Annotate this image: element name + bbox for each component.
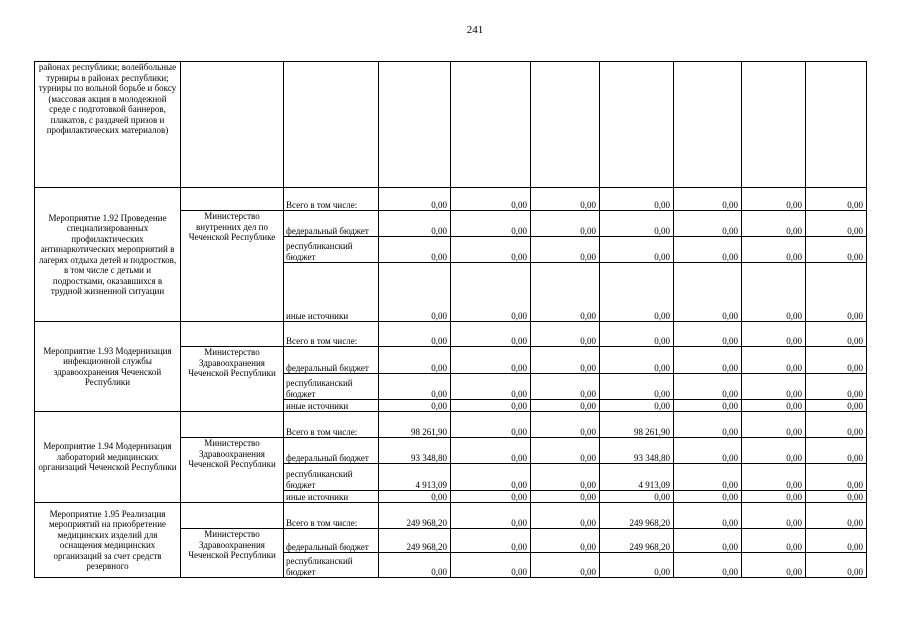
org-cell-empty <box>181 188 284 211</box>
amount-cell: 0,00 <box>742 374 806 400</box>
amount-cell: 0,00 <box>600 374 674 400</box>
amount-cell: 0,00 <box>674 347 742 374</box>
amount-cell: 0,00 <box>742 263 806 322</box>
amount-cell: 0,00 <box>600 263 674 322</box>
amount-cell: 0,00 <box>674 553 742 578</box>
funding-source-cell: Всего в том числе: <box>284 322 379 347</box>
amount-cell: 0,00 <box>531 322 600 347</box>
amount-cell: 0,00 <box>451 237 531 263</box>
amount-cell: 0,00 <box>531 438 600 464</box>
amount-cell: 0,00 <box>806 438 867 464</box>
amount-cell: 0,00 <box>531 553 600 578</box>
funding-source-cell: республиканский бюджет <box>284 237 379 263</box>
amount-cell: 0,00 <box>806 188 867 211</box>
amount-cell <box>531 62 600 188</box>
amount-cell: 249 968,20 <box>600 503 674 529</box>
amount-cell: 0,00 <box>379 322 451 347</box>
funding-source-cell: республиканский бюджет <box>284 553 379 578</box>
funding-table <box>34 61 867 578</box>
amount-cell: 0,00 <box>451 464 531 491</box>
amount-cell: 0,00 <box>674 438 742 464</box>
amount-cell: 0,00 <box>451 503 531 529</box>
amount-cell: 0,00 <box>531 347 600 374</box>
amount-cell: 0,00 <box>674 322 742 347</box>
amount-cell: 0,00 <box>600 211 674 237</box>
amount-cell: 0,00 <box>531 491 600 503</box>
org-cell <box>181 62 284 188</box>
amount-cell: 0,00 <box>600 188 674 211</box>
amount-cell: 0,00 <box>379 553 451 578</box>
amount-cell: 0,00 <box>742 491 806 503</box>
amount-cell <box>451 62 531 188</box>
amount-cell: 0,00 <box>531 400 600 412</box>
org-cell: Министерство внутренних дел по Чеченской Республике <box>181 211 284 322</box>
amount-cell <box>674 62 742 188</box>
table-row <box>35 322 867 347</box>
amount-cell: 0,00 <box>674 412 742 438</box>
org-cell: Министерство Здравоохранения Чеченской Республики <box>181 529 284 578</box>
amount-cell: 0,00 <box>451 347 531 374</box>
amount-cell: 0,00 <box>674 503 742 529</box>
table-row <box>35 412 867 438</box>
page-number: 241 <box>466 24 484 36</box>
amount-cell: 0,00 <box>600 400 674 412</box>
funding-source-cell: федеральный бюджет <box>284 211 379 237</box>
amount-cell: 0,00 <box>806 263 867 322</box>
amount-cell: 0,00 <box>531 374 600 400</box>
amount-cell: 0,00 <box>531 529 600 553</box>
amount-cell: 98 261,90 <box>600 412 674 438</box>
amount-cell: 0,00 <box>806 374 867 400</box>
amount-cell: 98 261,90 <box>379 412 451 438</box>
amount-cell: 0,00 <box>600 237 674 263</box>
amount-cell: 0,00 <box>451 211 531 237</box>
amount-cell <box>600 62 674 188</box>
amount-cell: 0,00 <box>742 412 806 438</box>
amount-cell: 0,00 <box>674 400 742 412</box>
amount-cell: 0,00 <box>531 188 600 211</box>
funding-source-cell: федеральный бюджет <box>284 529 379 553</box>
amount-cell: 249 968,20 <box>379 503 451 529</box>
amount-cell: 0,00 <box>674 263 742 322</box>
amount-cell: 0,00 <box>451 400 531 412</box>
amount-cell: 0,00 <box>379 211 451 237</box>
amount-cell: 0,00 <box>742 400 806 412</box>
funding-source-cell: иные источники <box>284 400 379 412</box>
amount-cell: 0,00 <box>379 491 451 503</box>
amount-cell: 0,00 <box>742 347 806 374</box>
amount-cell: 0,00 <box>379 400 451 412</box>
amount-cell: 0,00 <box>674 211 742 237</box>
amount-cell: 0,00 <box>742 438 806 464</box>
amount-cell: 0,00 <box>742 322 806 347</box>
amount-cell: 0,00 <box>600 347 674 374</box>
amount-cell: 0,00 <box>451 553 531 578</box>
amount-cell: 0,00 <box>742 211 806 237</box>
amount-cell: 0,00 <box>806 491 867 503</box>
org-cell-empty <box>181 503 284 529</box>
amount-cell: 0,00 <box>806 412 867 438</box>
event-cell: Мероприятие 1.95 Реализация мероприятий на приобретение медицинских изделий для оснащения медицинских организаций за счет средств резервного <box>35 503 181 578</box>
amount-cell: 0,00 <box>806 553 867 578</box>
amount-cell: 0,00 <box>600 491 674 503</box>
amount-cell: 0,00 <box>742 237 806 263</box>
amount-cell: 0,00 <box>531 503 600 529</box>
table-row <box>35 188 867 211</box>
amount-cell: 0,00 <box>531 211 600 237</box>
amount-cell: 0,00 <box>806 211 867 237</box>
amount-cell: 4 913,09 <box>600 464 674 491</box>
event-cell: Мероприятие 1.93 Модернизация инфекционной службы здравоохранения Чеченской Республики <box>35 322 181 412</box>
amount-cell: 0,00 <box>451 188 531 211</box>
amount-cell: 4 913,09 <box>379 464 451 491</box>
org-cell-empty <box>181 412 284 438</box>
amount-cell <box>742 62 806 188</box>
funding-source-cell: иные источники <box>284 263 379 322</box>
table-row <box>35 503 867 529</box>
amount-cell: 0,00 <box>531 237 600 263</box>
amount-cell: 0,00 <box>451 263 531 322</box>
amount-cell: 0,00 <box>806 464 867 491</box>
funding-source-cell: Всего в том числе: <box>284 503 379 529</box>
event-cell: Мероприятие 1.92 Проведение специализированных профилактических антинаркотических мероприятий в лагерях отдыха детей и подростков, в том числе с детьми и подростками, оказавшихся в трудной жизненной ситуации <box>35 188 181 322</box>
amount-cell: 93 348,80 <box>600 438 674 464</box>
funding-source-cell: Всего в том числе: <box>284 188 379 211</box>
org-cell: Министерство Здравоохранения Чеченской Республики <box>181 438 284 503</box>
amount-cell: 0,00 <box>674 464 742 491</box>
funding-source-cell: иные источники <box>284 491 379 503</box>
amount-cell <box>379 62 451 188</box>
amount-cell: 0,00 <box>379 263 451 322</box>
amount-cell: 93 348,80 <box>379 438 451 464</box>
funding-source-cell <box>284 62 379 188</box>
amount-cell: 0,00 <box>531 412 600 438</box>
event-cell: Мероприятие 1.94 Модернизация лабораторий медицинских организаций Чеченской Республики <box>35 412 181 503</box>
amount-cell: 0,00 <box>742 464 806 491</box>
amount-cell: 0,00 <box>451 322 531 347</box>
event-cell: районах республики; волейбольные турниры в районах республики; турниры по вольной борьбе и боксу (массовая акция в молодежной среде с подготовкой баннеров, плакатов, с раздачей призов и профилактических материалов) <box>35 62 181 188</box>
amount-cell: 0,00 <box>806 322 867 347</box>
amount-cell: 0,00 <box>600 322 674 347</box>
amount-cell: 249 968,20 <box>379 529 451 553</box>
amount-cell: 0,00 <box>531 263 600 322</box>
amount-cell: 0,00 <box>742 188 806 211</box>
amount-cell: 0,00 <box>806 529 867 553</box>
amount-cell: 0,00 <box>806 400 867 412</box>
amount-cell: 0,00 <box>806 237 867 263</box>
amount-cell: 0,00 <box>451 438 531 464</box>
funding-source-cell: республиканский бюджет <box>284 374 379 400</box>
amount-cell: 0,00 <box>531 464 600 491</box>
amount-cell: 0,00 <box>379 347 451 374</box>
amount-cell: 0,00 <box>379 374 451 400</box>
amount-cell: 0,00 <box>674 374 742 400</box>
amount-cell: 0,00 <box>742 503 806 529</box>
amount-cell: 0,00 <box>674 529 742 553</box>
amount-cell: 0,00 <box>674 491 742 503</box>
amount-cell: 0,00 <box>674 188 742 211</box>
amount-cell: 0,00 <box>451 491 531 503</box>
amount-cell: 0,00 <box>600 553 674 578</box>
funding-source-cell: Всего в том числе: <box>284 412 379 438</box>
org-cell-empty <box>181 322 284 347</box>
amount-cell: 0,00 <box>806 503 867 529</box>
amount-cell: 0,00 <box>674 237 742 263</box>
funding-source-cell: федеральный бюджет <box>284 438 379 464</box>
org-cell: Министерство Здравоохранения Чеченской Республики <box>181 347 284 412</box>
amount-cell: 0,00 <box>451 529 531 553</box>
amount-cell: 0,00 <box>451 412 531 438</box>
amount-cell: 0,00 <box>742 553 806 578</box>
table-row <box>35 62 867 188</box>
funding-source-cell: республиканский бюджет <box>284 464 379 491</box>
amount-cell: 0,00 <box>379 188 451 211</box>
amount-cell: 0,00 <box>806 347 867 374</box>
amount-cell: 0,00 <box>742 529 806 553</box>
amount-cell: 249 968,20 <box>600 529 674 553</box>
amount-cell: 0,00 <box>451 374 531 400</box>
amount-cell: 0,00 <box>379 237 451 263</box>
funding-source-cell: федеральный бюджет <box>284 347 379 374</box>
amount-cell <box>806 62 867 188</box>
